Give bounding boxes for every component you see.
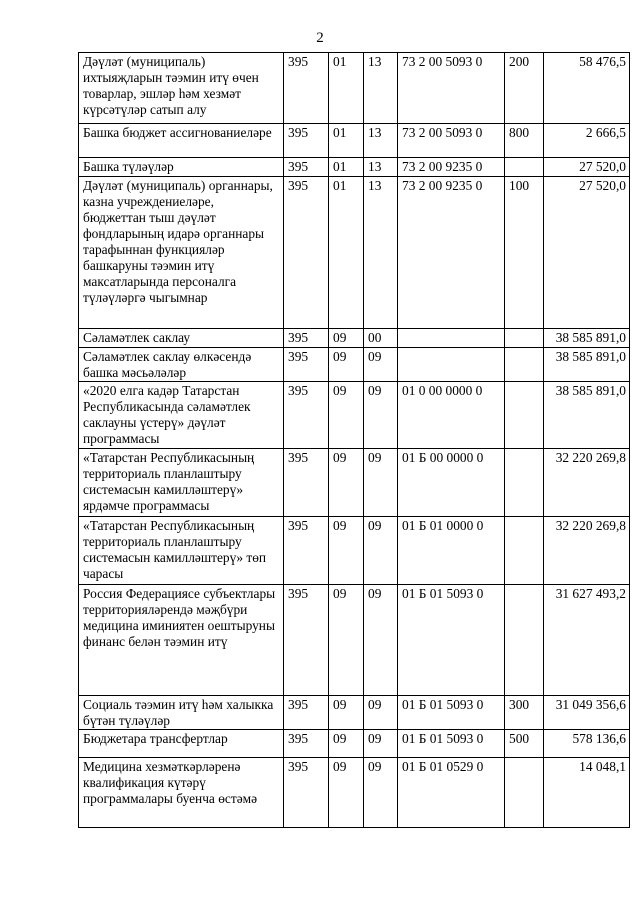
- section-code-cell: 09: [329, 585, 364, 696]
- section-code-cell: 01: [329, 53, 364, 124]
- expense-type-cell: 500: [505, 730, 544, 758]
- row-name-cell: Медицина хезмәткәрләренә квалификация күтәрү программалары буенча өстәмә: [79, 758, 284, 828]
- section-code-cell: 01: [329, 177, 364, 329]
- row-name-cell: «2020 елга кадәр Татарстан Республикасында сәламәтлек саклауны үстерү» дәүләт программасы: [79, 382, 284, 449]
- section-code-cell: 01: [329, 158, 364, 177]
- ministry-code-cell: 395: [284, 177, 329, 329]
- amount-cell: 27 520,0: [544, 158, 630, 177]
- subsection-code-cell: 09: [364, 348, 398, 382]
- expense-type-cell: [505, 348, 544, 382]
- target-article-cell: 73 2 00 5093 0: [398, 53, 505, 124]
- target-article-cell: 01 Б 01 0529 0: [398, 758, 505, 828]
- expense-type-cell: 300: [505, 696, 544, 730]
- subsection-code-cell: 09: [364, 585, 398, 696]
- target-article-cell: 01 0 00 0000 0: [398, 382, 505, 449]
- table-row: [79, 585, 630, 696]
- expense-type-cell: [505, 585, 544, 696]
- expense-type-cell: [505, 517, 544, 585]
- amount-cell: 31 049 356,6: [544, 696, 630, 730]
- amount-cell: 32 220 269,8: [544, 517, 630, 585]
- amount-cell: 32 220 269,8: [544, 449, 630, 517]
- ministry-code-cell: 395: [284, 696, 329, 730]
- row-name-cell: Башка бюджет ассигнованиеләре: [79, 124, 284, 158]
- target-article-cell: 01 Б 01 5093 0: [398, 585, 505, 696]
- section-code-cell: 09: [329, 517, 364, 585]
- expense-type-cell: [505, 382, 544, 449]
- expense-type-cell: [505, 758, 544, 828]
- table-row: [79, 329, 630, 348]
- amount-cell: 578 136,6: [544, 730, 630, 758]
- section-code-cell: 09: [329, 382, 364, 449]
- target-article-cell: 01 Б 01 5093 0: [398, 730, 505, 758]
- budget-table: [78, 52, 630, 828]
- subsection-code-cell: 13: [364, 124, 398, 158]
- row-name-cell: «Татарстан Республикасының территориаль планлаштыру системасын камилләштерү» төп чарасы: [79, 517, 284, 585]
- ministry-code-cell: 395: [284, 348, 329, 382]
- expense-type-cell: 100: [505, 177, 544, 329]
- row-name-cell: Сәламәтлек саклау өлкәсендә башка мәсьәләләр: [79, 348, 284, 382]
- table-row: [79, 758, 630, 828]
- row-name-cell: Россия Федерациясе субъектлары территорияләрендә мәҗбүри медицина иминиятен оештыруны финанс белән тәэмин итү: [79, 585, 284, 696]
- budget-table-body: [79, 53, 630, 828]
- ministry-code-cell: 395: [284, 730, 329, 758]
- row-name-cell: Бюджетара трансфертлар: [79, 730, 284, 758]
- table-row: [79, 177, 630, 329]
- row-name-cell: Дәүләт (муниципаль) органнары, казна учреждениеләре, бюджеттан тыш дәүләт фондларының идарә органнары тарафыннан функцияләр башкаруны тәэмин итү максатларында персоналга түләүләргә чыгымнар: [79, 177, 284, 329]
- table-row: [79, 53, 630, 124]
- ministry-code-cell: 395: [284, 585, 329, 696]
- section-code-cell: 09: [329, 348, 364, 382]
- target-article-cell: 01 Б 01 5093 0: [398, 696, 505, 730]
- row-name-cell: Башка түләүләр: [79, 158, 284, 177]
- target-article-cell: [398, 329, 505, 348]
- row-name-cell: Дәүләт (муниципаль) ихтыяҗларын тәэмин итү өчен товарлар, эшләр һәм хезмәт күрсәтүләр сатып алу: [79, 53, 284, 124]
- subsection-code-cell: 09: [364, 382, 398, 449]
- amount-cell: 31 627 493,2: [544, 585, 630, 696]
- target-article-cell: 73 2 00 9235 0: [398, 158, 505, 177]
- subsection-code-cell: 09: [364, 517, 398, 585]
- ministry-code-cell: 395: [284, 449, 329, 517]
- target-article-cell: [398, 348, 505, 382]
- ministry-code-cell: 395: [284, 329, 329, 348]
- expense-type-cell: [505, 158, 544, 177]
- row-name-cell: Сәламәтлек саклау: [79, 329, 284, 348]
- amount-cell: 2 666,5: [544, 124, 630, 158]
- section-code-cell: 09: [329, 758, 364, 828]
- subsection-code-cell: 13: [364, 177, 398, 329]
- subsection-code-cell: 09: [364, 730, 398, 758]
- ministry-code-cell: 395: [284, 382, 329, 449]
- table-row: [79, 158, 630, 177]
- table-row: [79, 696, 630, 730]
- ministry-code-cell: 395: [284, 124, 329, 158]
- table-row: [79, 348, 630, 382]
- target-article-cell: 01 Б 01 0000 0: [398, 517, 505, 585]
- subsection-code-cell: 09: [364, 696, 398, 730]
- table-row: [79, 382, 630, 449]
- subsection-code-cell: 13: [364, 158, 398, 177]
- row-name-cell: Социаль тәэмин итү һәм халыкка бүтән түләүләр: [79, 696, 284, 730]
- subsection-code-cell: 09: [364, 758, 398, 828]
- amount-cell: 38 585 891,0: [544, 329, 630, 348]
- row-name-cell: «Татарстан Республикасының территориаль планлаштыру системасын камилләштерү» ярдәмче программасы: [79, 449, 284, 517]
- amount-cell: 58 476,5: [544, 53, 630, 124]
- section-code-cell: 09: [329, 329, 364, 348]
- table-row: [79, 730, 630, 758]
- ministry-code-cell: 395: [284, 53, 329, 124]
- section-code-cell: 09: [329, 449, 364, 517]
- expense-type-cell: 800: [505, 124, 544, 158]
- ministry-code-cell: 395: [284, 158, 329, 177]
- subsection-code-cell: 09: [364, 449, 398, 517]
- section-code-cell: 09: [329, 696, 364, 730]
- expense-type-cell: [505, 449, 544, 517]
- amount-cell: 38 585 891,0: [544, 348, 630, 382]
- amount-cell: 27 520,0: [544, 177, 630, 329]
- target-article-cell: 73 2 00 9235 0: [398, 177, 505, 329]
- section-code-cell: 01: [329, 124, 364, 158]
- table-row: [79, 517, 630, 585]
- table-row: [79, 124, 630, 158]
- ministry-code-cell: 395: [284, 517, 329, 585]
- expense-type-cell: 200: [505, 53, 544, 124]
- target-article-cell: 73 2 00 5093 0: [398, 124, 505, 158]
- subsection-code-cell: 13: [364, 53, 398, 124]
- amount-cell: 38 585 891,0: [544, 382, 630, 449]
- section-code-cell: 09: [329, 730, 364, 758]
- amount-cell: 14 048,1: [544, 758, 630, 828]
- target-article-cell: 01 Б 00 0000 0: [398, 449, 505, 517]
- table-row: [79, 449, 630, 517]
- page-number: 2: [316, 30, 324, 46]
- ministry-code-cell: 395: [284, 758, 329, 828]
- subsection-code-cell: 00: [364, 329, 398, 348]
- expense-type-cell: [505, 329, 544, 348]
